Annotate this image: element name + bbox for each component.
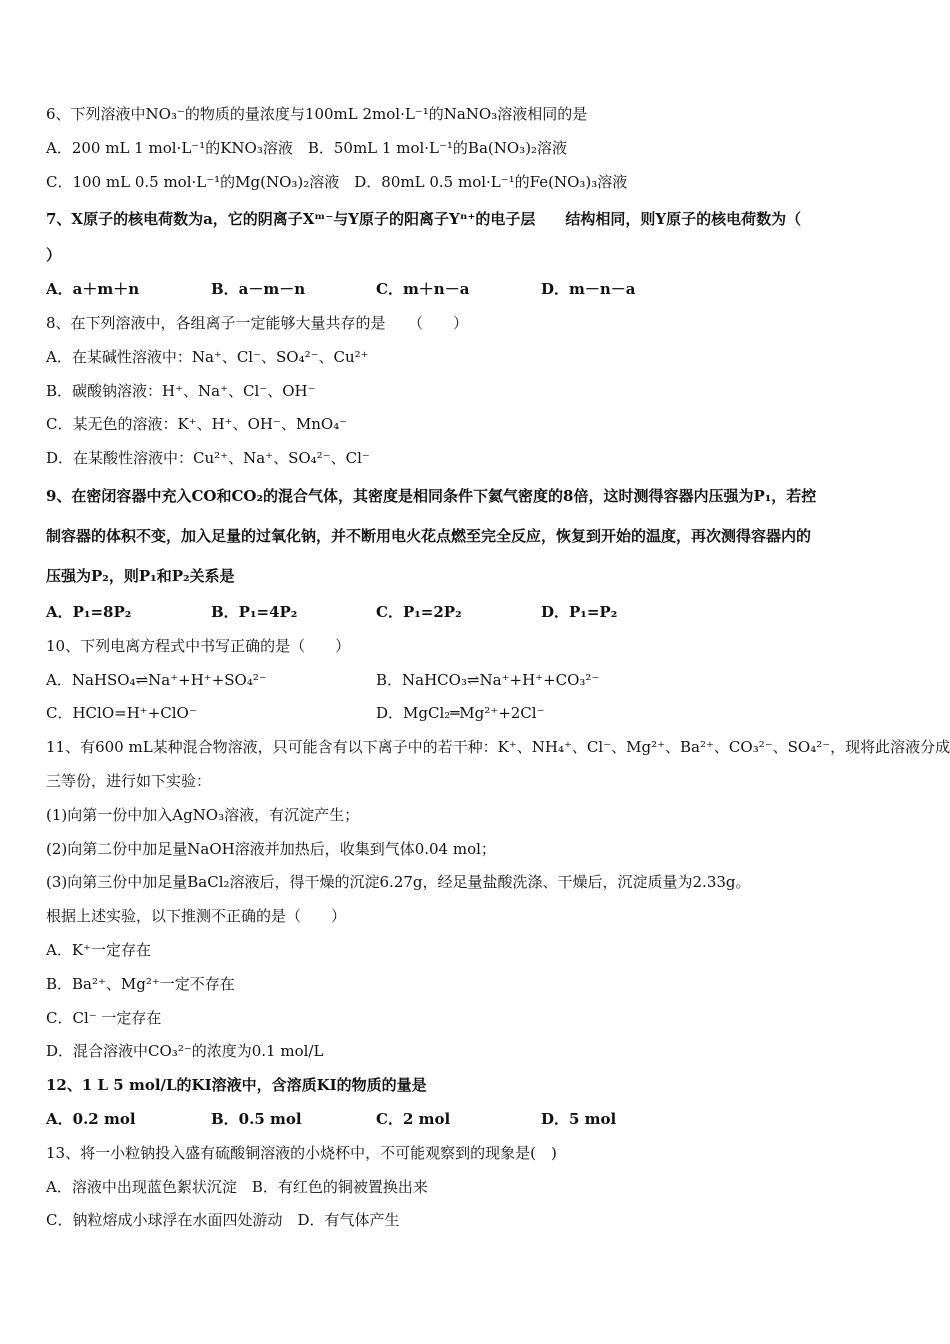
q12-option-d: D．5 mol	[541, 1109, 617, 1128]
q10-option-d: D．MgCl₂═Mg²⁺+2Cl⁻	[376, 704, 545, 723]
q9-option-c: C．P₁=2P₂	[376, 602, 462, 621]
q12-option-c: C．2 mol	[376, 1109, 451, 1128]
q12-stem: 12、1 L 5 mol/L的KI溶液中，含溶质KI的物质的量是	[46, 1076, 427, 1095]
q7-option-a: A．a＋m＋n	[46, 280, 140, 299]
q11-question: 根据上述实验，以下推测不正确的是（ ）	[46, 907, 347, 926]
q9-option-b: B．P₁=4P₂	[211, 602, 298, 621]
q10-option-b: B．NaHCO₃⇌Na⁺+H⁺+CO₃²⁻	[376, 670, 600, 689]
q8-option-a: A．在某碱性溶液中：Na⁺、Cl⁻、SO₄²⁻、Cu²⁺	[46, 347, 369, 366]
q11-option-b: B．Ba²⁺、Mg²⁺一定不存在	[46, 974, 235, 993]
q7-option-c: C．m＋n－a	[376, 280, 470, 299]
q11-stem-line-1: 11、有600 mL某种混合物溶液，只可能含有以下离子中的若干种：K⁺、NH₄⁺、Cl⁻、Mg²⁺、Ba²⁺、CO₃²⁻、SO₄²⁻，现将此溶液分成	[46, 738, 950, 757]
q10-stem: 10、下列电离方程式中书写正确的是（ ）	[46, 636, 351, 655]
q11-step-1: (1)向第一份中加入AgNO₃溶液，有沉淀产生；	[46, 805, 360, 824]
q12-options	[46, 1103, 908, 1137]
q12-option-b: B．0.5 mol	[211, 1109, 302, 1128]
q11-step-2: (2)向第二份中加足量NaOH溶液并加热后，收集到气体0.04 mol；	[46, 839, 496, 858]
q10-options-ab	[46, 664, 908, 698]
q10-option-c: C．HClO=H⁺+ClO⁻	[46, 704, 197, 723]
q11-option-d: D．混合溶液中CO₃²⁻的浓度为0.1 mol/L	[46, 1042, 324, 1061]
q9-option-d: D．P₁=P₂	[541, 602, 618, 621]
q11-option-a: A．K⁺一定存在	[46, 940, 151, 959]
q6-stem: 6、下列溶液中NO₃⁻的物质的量浓度与100mL 2mol·L⁻¹的NaNO₃溶液相同的是	[46, 105, 588, 123]
q9-option-a: A．P₁=8P₂	[46, 602, 132, 621]
q6-options-cd: C．100 mL 0.5 mol·L⁻¹的Mg(NO₃)₂溶液 D．80mL 0.5 mol·L⁻¹的Fe(NO₃)₃溶液	[46, 172, 628, 191]
q7-option-d: D．m－n－a	[541, 280, 636, 299]
q9-stem-line-1: 9、在密闭容器中充入CO和CO₂的混合气体，其密度是相同条件下氦气密度的8倍，这时测得容器内压强为P₁，若控	[46, 486, 817, 505]
q11-stem-line-2: 三等份，进行如下实验：	[46, 771, 212, 790]
q8-option-c: C．某无色的溶液：K⁺、H⁺、OH⁻、MnO₄⁻	[46, 415, 348, 434]
q12-option-a: A．0.2 mol	[46, 1109, 136, 1128]
q8-option-b: B．碳酸钠溶液：H⁺、Na⁺、Cl⁻、OH⁻	[46, 381, 316, 400]
exam-page	[46, 98, 950, 1238]
q11-option-c: C．Cl⁻ 一定存在	[46, 1008, 162, 1027]
q7-options	[46, 273, 908, 307]
q9-stem-line-3: 压强为P₂，则P₁和P₂关系是	[46, 566, 235, 585]
q9-options	[46, 596, 908, 630]
q13-options-ab: A．溶液中出现蓝色絮状沉淀 B．有红色的铜被置换出来	[46, 1177, 428, 1196]
q8-stem: 8、在下列溶液中，各组离子一定能够大量共存的是 （ ）	[46, 313, 469, 332]
q13-stem: 13、将一小粒钠投入盛有硫酸铜溶液的小烧杯中，不可能观察到的现象是( )	[46, 1143, 557, 1162]
q7-stem-end: ）	[46, 246, 62, 265]
q10-option-a: A．NaHSO₄⇌Na⁺+H⁺+SO₄²⁻	[46, 670, 267, 689]
q11-step-3: (3)向第三份中加足量BaCl₂溶液后，得干燥的沉淀6.27g，经足量盐酸洗涤、干燥后，沉淀质量为2.33g。	[46, 873, 751, 892]
q7-option-b: B．a－m－n	[211, 280, 306, 299]
q7-stem: 7、X原子的核电荷数为a，它的阴离子Xᵐ⁻与Y原子的阳离子Yⁿ⁺的电子层 结构相同，则Y原子的核电荷数为（	[46, 210, 802, 229]
q9-stem-line-2: 制容器的体积不变，加入足量的过氧化钠，并不断用电火花点燃至完全反应，恢复到开始的温度，再次测得容器内的	[46, 526, 812, 545]
q10-options-cd	[46, 697, 908, 731]
q8-option-d: D．在某酸性溶液中：Cu²⁺、Na⁺、SO₄²⁻、Cl⁻	[46, 449, 370, 468]
q13-options-cd: C．钠粒熔成小球浮在水面四处游动 D．有气体产生	[46, 1211, 400, 1230]
q6-options-ab: A．200 mL 1 mol·L⁻¹的KNO₃溶液 B．50mL 1 mol·L⁻¹的Ba(NO₃)₂溶液	[46, 138, 568, 157]
